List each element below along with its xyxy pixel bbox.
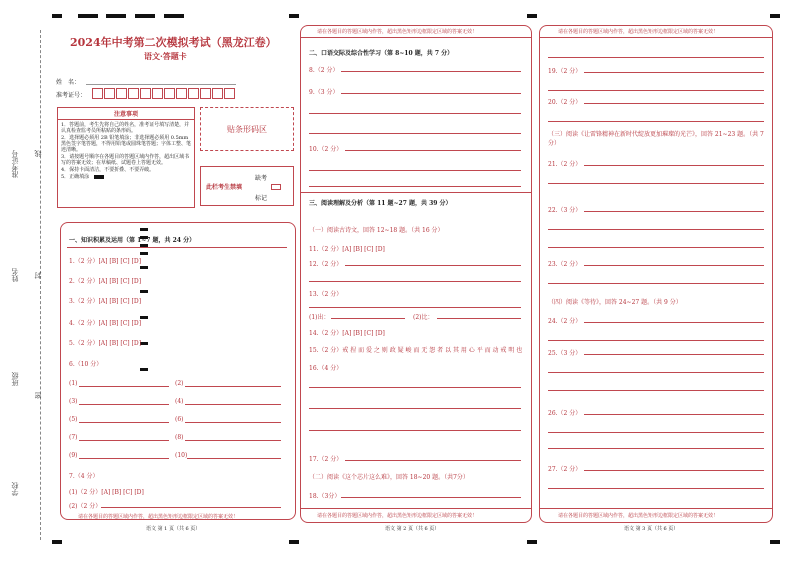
q10-label: 10.（2 分） — [309, 146, 343, 153]
binding-dashed-line — [40, 30, 41, 540]
q6-answer-line[interactable] — [79, 386, 169, 387]
q12-answer-line[interactable] — [309, 281, 521, 282]
page2-top-note: 请在各题目的答题区域内作答，超出黑色矩形边框限定区域的答案无效！ — [317, 29, 478, 35]
notice-item: 3．请按题号顺序在各题目的答题区域内作答，超出区域书写的答案无效；在草稿纸、试题卷上答题无效。 — [61, 154, 190, 166]
q23-label: 23.（2 分） — [548, 261, 582, 268]
q6-answer-line[interactable] — [185, 386, 281, 387]
q21-label: 21.（2 分） — [548, 161, 582, 168]
section1-panel — [60, 222, 296, 520]
q25-answer-line[interactable] — [548, 372, 764, 373]
choice-q4[interactable]: 4.（2 分）[A] [B] [C] [D] — [69, 320, 142, 327]
p2-section2-heading: 二、口语交际及综合性学习（第 8~10 题，共 7 分） — [309, 50, 454, 57]
q13-sub2-line[interactable] — [437, 318, 521, 319]
q8-answer-line[interactable] — [341, 71, 521, 72]
q21-answer-line[interactable] — [548, 183, 764, 184]
q26-answer-line[interactable] — [584, 414, 764, 415]
q9-answer-line[interactable] — [309, 113, 521, 114]
q25-answer-line[interactable] — [548, 390, 764, 391]
exam-no-label: 准考证号： — [56, 92, 87, 99]
q27-answer-line[interactable] — [548, 488, 764, 489]
side-seal: 封 — [34, 272, 42, 279]
q7-choice[interactable]: (1)（2 分）[A] [B] [C] [D] — [69, 489, 144, 496]
page1-footer: 语文 第 1 页（共 6 页） — [146, 526, 201, 532]
q6-row: (9) — [69, 452, 78, 459]
absent-mark1: 缺考 — [255, 175, 268, 182]
page2-footer: 语文 第 2 页（共 6 页） — [385, 526, 440, 532]
q7-row2: (2)（2 分） — [69, 503, 102, 510]
q12-answer-line[interactable] — [345, 265, 521, 266]
q6-row: (8) — [175, 434, 184, 441]
q16-answer-line[interactable] — [309, 387, 521, 388]
q19-answer-line[interactable] — [548, 90, 764, 91]
q16-answer-line[interactable] — [309, 408, 521, 409]
choice-q1[interactable]: 1.（2 分）[A] [B] [C] [D] — [69, 258, 142, 265]
q16-answer-line[interactable] — [309, 430, 521, 431]
q14-choice[interactable]: 14.（2 分）[A] [B] [C] [D] — [309, 330, 385, 337]
q6-answer-line[interactable] — [79, 458, 169, 459]
q7-label: 7.（4 分） — [69, 473, 99, 480]
q9-answer-line[interactable] — [341, 93, 521, 94]
q11-choice[interactable]: 11.（2 分）[A] [B] [C] [D] — [309, 246, 385, 253]
q6-answer-line[interactable] — [185, 422, 281, 423]
q6-answer-line[interactable] — [185, 440, 281, 441]
q19-answer-line[interactable] — [584, 72, 764, 73]
absent-box — [200, 166, 294, 206]
q20-label: 20.（2 分） — [548, 99, 582, 106]
q22-answer-line[interactable] — [548, 247, 764, 248]
side-line: 线 — [34, 150, 42, 157]
absent-checkbox[interactable] — [271, 184, 281, 190]
q24-label: 24.（2 分） — [548, 318, 582, 325]
name-field[interactable] — [86, 84, 236, 85]
barcode-label: 贴条形码区 — [227, 124, 267, 134]
q6-row: (2) — [175, 380, 184, 387]
section1-heading: 一、知识积累及运用（第 1~7 题，共 24 分） — [69, 237, 196, 244]
q8-label: 8.（2 分） — [309, 67, 339, 74]
barcode-area — [200, 107, 294, 151]
q23-answer-line[interactable] — [584, 265, 764, 266]
side-exam-no: 准考证号 — [11, 150, 19, 178]
read4-heading: （四）阅读《等待》，回答 24~27 题。（共 9 分） — [548, 299, 682, 306]
q20-answer-line[interactable] — [548, 121, 764, 122]
q22-answer-line[interactable] — [584, 211, 764, 212]
q6-label: 6.（10 分） — [69, 361, 103, 368]
q20-answer-line[interactable] — [584, 103, 764, 104]
q6-answer-line[interactable] — [79, 404, 169, 405]
q6-row: (6) — [175, 416, 184, 423]
choice-q2[interactable]: 2.（2 分）[A] [B] [C] [D] — [69, 278, 142, 285]
q18-label: 18.（3分） — [309, 493, 341, 500]
read2-heading: （二）阅读《这个芯片这么难》，回答 18~20 题。（共7分） — [309, 474, 469, 481]
side-name: 姓名 — [11, 268, 19, 282]
read1-heading: （一）阅读古诗文，回答 12~18 题。（共 16 分） — [309, 227, 444, 234]
page1-bottom-note: 请在各题目的答题区域内作答，超出黑色矩形边框限定区域的答案无效！ — [78, 514, 239, 520]
q24-answer-line[interactable] — [584, 322, 764, 323]
page3-top-note: 请在各题目的答题区域内作答，超出黑色矩形边框限定区域的答案无效！ — [558, 29, 719, 35]
q16-label: 16.（4 分） — [309, 365, 343, 372]
page3-footer: 语文 第 3 页（共 6 页） — [624, 526, 679, 532]
absent-mark2: 标记 — [255, 195, 268, 202]
choice-q3[interactable]: 3.（2 分）[A] [B] [C] [D] — [69, 298, 142, 305]
notice-box — [57, 107, 195, 208]
q10-answer-line[interactable] — [309, 186, 521, 187]
q6-row: (5) — [69, 416, 78, 423]
q15-label: 15.（2 分）戒 捏 而 爱 之 则 政 疑 峻 而 无 怨 者 以 其 用 心 平 而 动 戒 明 也 — [309, 347, 523, 354]
side-class: 班级 — [11, 372, 19, 386]
q25-label: 25.（3 分） — [548, 350, 582, 357]
q13-sub2: (2)比： — [413, 314, 434, 321]
q17-answer-line[interactable] — [345, 460, 521, 461]
q13-label: 13.（2 分） — [309, 291, 343, 298]
name-label: 姓 名： — [56, 79, 81, 86]
q6-answer-line[interactable] — [187, 458, 281, 459]
exam-title: 2024年中考第二次模拟考试（黑龙江卷） — [70, 36, 277, 49]
q12-label: 12.（2 分） — [309, 261, 343, 268]
absent-label: 此栏考生禁填 — [206, 184, 243, 191]
notice-heading: 注意事项 — [58, 108, 194, 120]
p2-section3-heading: 三、阅读理解及分析（第 11 题~27 题，共 39 分） — [309, 200, 452, 207]
q27-answer-line[interactable] — [584, 470, 764, 471]
q6-row: (3) — [69, 398, 78, 405]
q21-answer-line[interactable] — [584, 165, 764, 166]
page2-bottom-note: 请在各题目的答题区域内作答，超出黑色矩形边框限定区域的答案无效！ — [317, 513, 478, 519]
q13-answer-line[interactable] — [309, 307, 521, 308]
q23-answer-line[interactable] — [548, 283, 764, 284]
q17-label: 17.（2 分） — [309, 456, 343, 463]
q18-answer-line[interactable] — [341, 497, 521, 498]
notice-item: 5．正确填涂 — [61, 174, 90, 180]
q6-row: (1) — [69, 380, 78, 387]
q26-label: 26.（2 分） — [548, 410, 582, 417]
notice-item: 1．答题前，考生先将自己的姓名，准考证号填写清楚，并认真检查监考员所粘贴的条形码。 — [61, 122, 190, 134]
q6-row: (10) — [175, 452, 188, 459]
q6-answer-line[interactable] — [185, 404, 281, 405]
q26-answer-line[interactable] — [548, 432, 764, 433]
choice-q5[interactable]: 5.（2 分）[A] [B] [C] [D] — [69, 340, 142, 347]
notice-item: 2．选择题必须用 2B 铅笔填涂；非选择题必须用 0.5mm 黑色签字笔答题，不得用铅笔或圆珠笔答题；字体工整、笔迹清晰。 — [61, 135, 192, 153]
q10-answer-line[interactable] — [345, 150, 521, 151]
q27-label: 27.（2 分） — [548, 466, 582, 473]
q9-answer-line[interactable] — [309, 133, 521, 134]
page3-bottom-note: 请在各题目的答题区域内作答，超出黑色矩形边框限定区域的答案无效！ — [558, 513, 719, 519]
q6-row: (4) — [175, 398, 184, 405]
q13-sub1-line[interactable] — [331, 318, 405, 319]
q13-sub1: (1)出： — [309, 314, 330, 321]
page3-panel — [539, 25, 773, 523]
q7-answer-line[interactable] — [101, 507, 281, 508]
q6-answer-line[interactable] — [79, 440, 169, 441]
exam-subtitle: 语文·答题卡 — [144, 51, 187, 61]
q22-answer-line[interactable] — [548, 229, 764, 230]
q22-label: 22.（3 分） — [548, 207, 582, 214]
filled-sample-icon — [94, 175, 104, 179]
q10-answer-line[interactable] — [309, 170, 521, 171]
side-school: 学校 — [11, 482, 19, 496]
q6-answer-line[interactable] — [79, 422, 169, 423]
q25-answer-line[interactable] — [584, 354, 764, 355]
q6-row: (7) — [69, 434, 78, 441]
page2-panel — [300, 25, 532, 523]
side-secret: 密 — [34, 392, 42, 399]
q24-answer-line[interactable] — [548, 340, 764, 341]
q19-label: 19.（2 分） — [548, 68, 582, 75]
read3-heading: （三）阅读《让雷锋精神在新时代绽放更加璀璨的光芒》，回答 21~23 题。（共 7 分） — [548, 131, 764, 147]
q26-answer-line[interactable] — [548, 448, 764, 449]
q9-label: 9.（3 分） — [309, 89, 339, 96]
notice-item: 4．保持卡面清洁，不要折叠、不要弄破。 — [61, 167, 155, 173]
